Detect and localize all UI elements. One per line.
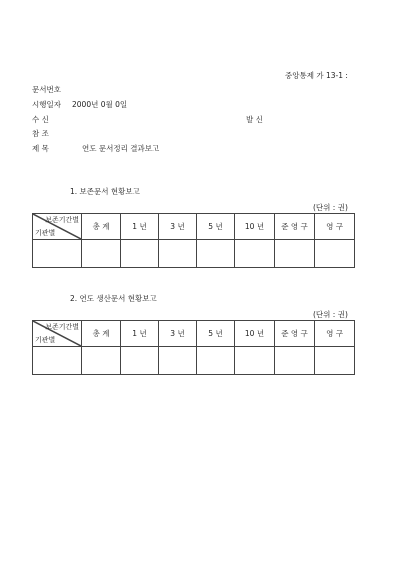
- diagonal-header-bottom: 기관별: [35, 336, 56, 344]
- table-cell[interactable]: [235, 347, 275, 375]
- table-cell[interactable]: [121, 240, 159, 268]
- section-2-unit: (단위 : 권): [313, 310, 348, 319]
- table-cell[interactable]: [275, 240, 315, 268]
- table-cell[interactable]: [197, 240, 235, 268]
- column-header: 영 구: [315, 214, 355, 240]
- column-header: 5 년: [197, 214, 235, 240]
- column-header: 10 년: [235, 321, 275, 347]
- table-cell[interactable]: [235, 240, 275, 268]
- reference-label: 참 조: [32, 129, 49, 138]
- diagonal-header-cell: [33, 214, 82, 240]
- column-header: 3 년: [159, 321, 197, 347]
- section-2-table: [32, 320, 355, 375]
- table-cell[interactable]: [121, 347, 159, 375]
- subject-label: 제 목: [32, 144, 49, 153]
- diagonal-header-top: 보존기간별: [45, 216, 79, 224]
- column-header: 3 년: [159, 214, 197, 240]
- date-value: 2000년 0월 0일: [72, 100, 128, 109]
- sender-label: 발 신: [246, 115, 263, 124]
- diagonal-header-bottom: 기관별: [35, 229, 56, 237]
- column-header: 총 계: [82, 321, 121, 347]
- table-cell[interactable]: [315, 240, 355, 268]
- table-cell[interactable]: [33, 240, 82, 268]
- section-1-heading: 1. 보존문서 현황보고: [70, 187, 140, 196]
- column-header: 1 년: [121, 214, 159, 240]
- column-header: 영 구: [315, 321, 355, 347]
- column-header: 5 년: [197, 321, 235, 347]
- table-cell[interactable]: [159, 347, 197, 375]
- table-cell[interactable]: [159, 240, 197, 268]
- table-cell[interactable]: [82, 240, 121, 268]
- column-header: 1 년: [121, 321, 159, 347]
- recipient-label: 수 신: [32, 115, 49, 124]
- column-header: 10 년: [235, 214, 275, 240]
- table-row: [33, 240, 355, 268]
- diagonal-header-top: 보존기간별: [45, 323, 79, 331]
- column-header: 준 영 구: [275, 321, 315, 347]
- table-cell[interactable]: [33, 347, 82, 375]
- date-label: 시행일자: [32, 100, 61, 109]
- table-row: [33, 347, 355, 375]
- document-code: 중앙통제 가 13-1 :: [285, 71, 348, 80]
- section-2-heading: 2. 연도 생산문서 현황보고: [70, 294, 157, 303]
- table-cell[interactable]: [197, 347, 235, 375]
- column-header: 총 계: [82, 214, 121, 240]
- table-cell[interactable]: [275, 347, 315, 375]
- table-cell[interactable]: [315, 347, 355, 375]
- subject-value: 연도 문서정리 결과보고: [82, 144, 160, 153]
- section-1-unit: (단위 : 권): [313, 203, 348, 212]
- section-1-table: [32, 213, 355, 268]
- column-header: 준 영 구: [275, 214, 315, 240]
- diagonal-header-cell: [33, 321, 82, 347]
- table-cell[interactable]: [82, 347, 121, 375]
- doc-number-label: 문서번호: [32, 85, 61, 94]
